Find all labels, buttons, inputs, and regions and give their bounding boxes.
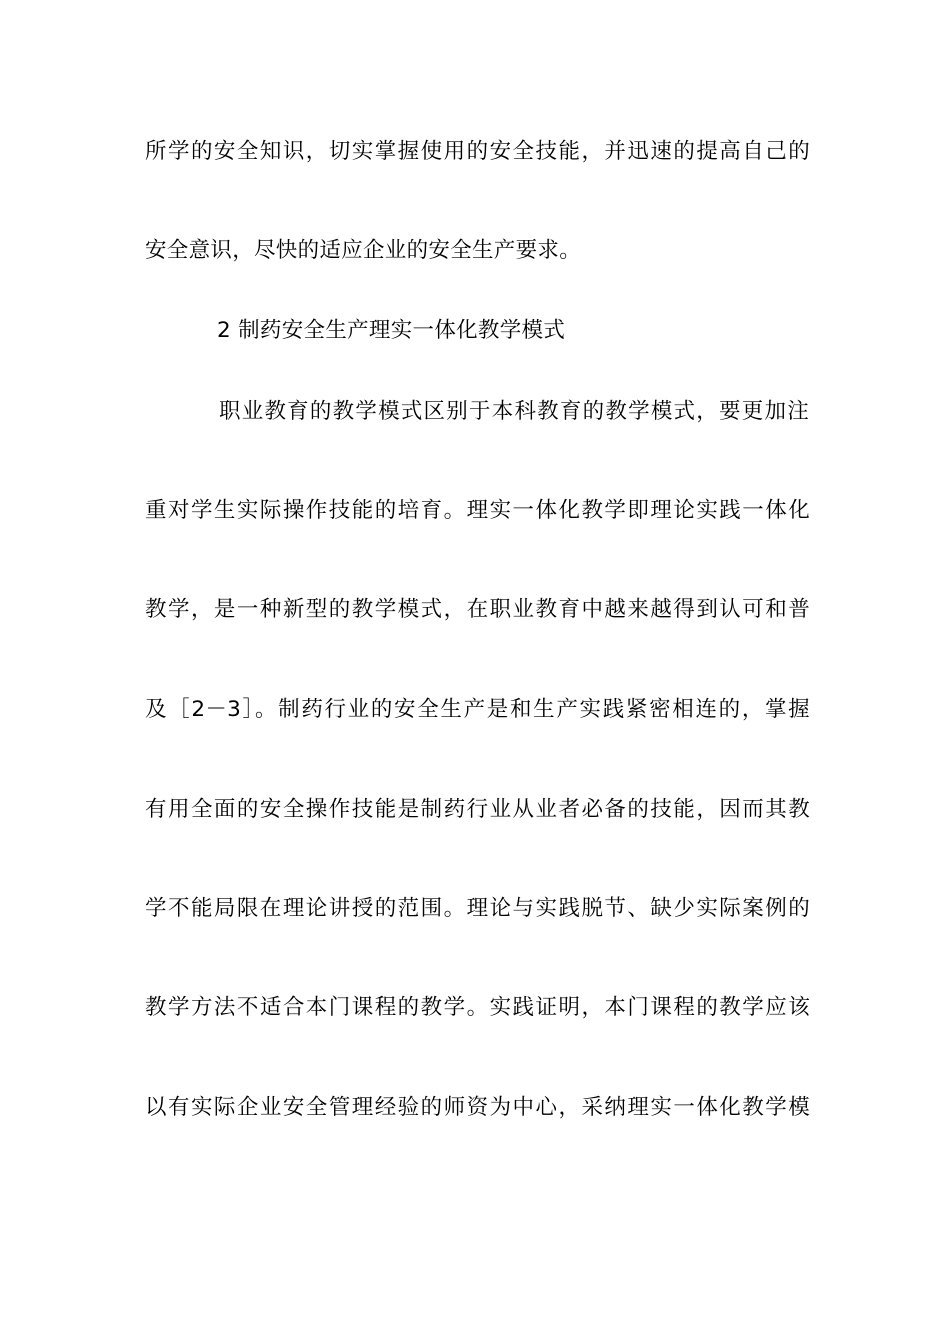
paragraph-line: 重对学生实际操作技能的培育。理实一体化教学即理论实践一体化 (145, 498, 810, 523)
paragraph-line: 职业教育的教学模式区别于本科教育的教学模式，要更加注 (219, 399, 809, 424)
paragraph-line: 安全意识，尽快的适应企业的安全生产要求。 (145, 238, 582, 263)
paragraph-line: 及［2－3］。制药行业的安全生产是和生产实践紧密相连的，掌握 (145, 697, 810, 722)
paragraph-line: 有用全面的安全操作技能是制药行业从业者必备的技能，因而其教 (145, 797, 810, 822)
paragraph-line: 以有实际企业安全管理经验的师资为中心，采纳理实一体化教学模 (145, 1095, 810, 1120)
section-heading: 2 制药安全生产理实一体化教学模式 (217, 318, 566, 343)
paragraph-line: 教学，是一种新型的教学模式，在职业教育中越来越得到认可和普 (145, 597, 810, 622)
paragraph-line: 所学的安全知识，切实掌握使用的安全技能，并迅速的提高自己的 (145, 139, 810, 164)
paragraph-line: 学不能局限在理论讲授的范围。理论与实践脱节、缺少实际案例的 (145, 896, 810, 921)
paragraph-line: 教学方法不适合本门课程的教学。实践证明，本门课程的教学应该 (145, 995, 810, 1020)
